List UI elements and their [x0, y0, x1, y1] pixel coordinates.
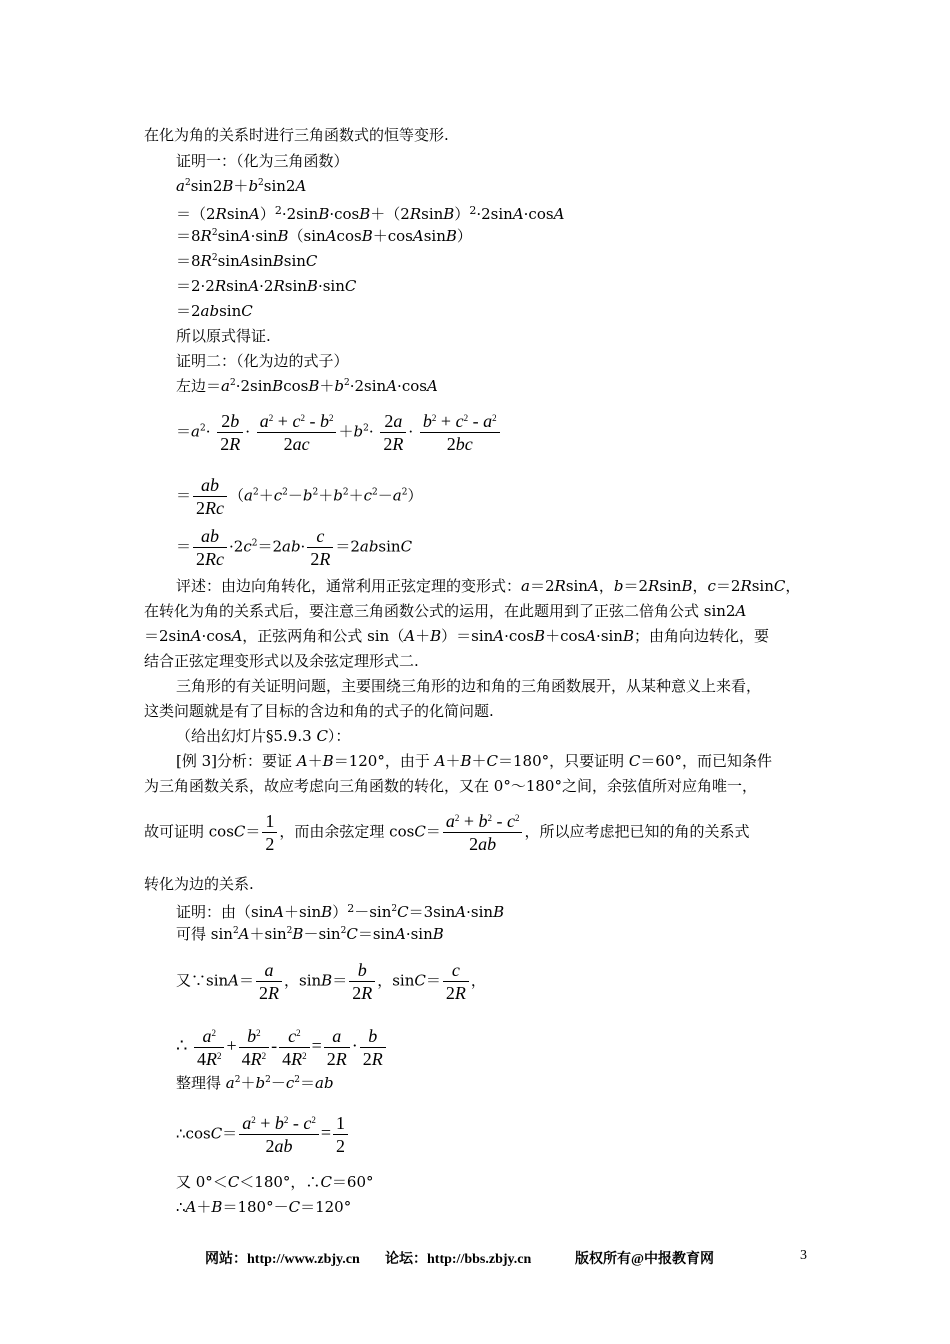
footer-copyright: 版权所有@中报教育网: [575, 1252, 715, 1267]
text-line: 三角形的有关证明问题，主要围绕三角形的边和角的三角函数展开，从某种意义上来看，: [176, 677, 762, 695]
text-line: 在转化为角的关系式后，要注意三角函数公式的运用，在此题用到了正弦二倍角公式 sin2A: [144, 602, 747, 620]
math-line: $=(2RsinA)^2\cdot 2\sin B\cdot\cos B+(2RsinB)^2\cdot 2\sin A\cdot\cos A$: [176, 204, 565, 223]
footer-forum: 论坛：http://bbs.zbjy.cn: [385, 1252, 532, 1267]
math-line: 又 0°＜C＜180°，∴C＝60°: [176, 1173, 374, 1191]
math-line: ＝2·2RsinA·2RsinB·sinC: [176, 277, 357, 295]
page-number: 3: [800, 1248, 807, 1263]
math-line: ＝ $\frac{ab}{2Rc}$ $(a^2+c^2-b^2+b^2+c^2-a^2)$: [176, 475, 423, 518]
text-line: 证明二：（化为边的式子）: [176, 352, 349, 370]
math-line: ∴ $\frac{a^2}{4R^2}$ + $\frac{b^2}{4R^2}$ - $\frac{c^2}{4R^2}$ = $\frac{a}{2R}$ · $\frac{b}{2R}$: [176, 1025, 388, 1070]
math-line: 左边$=a^2\cdot 2sinBcosB+b^2\cdot 2\sin A\cdot\cos A$: [176, 377, 438, 395]
math-line: ＝2absinC: [176, 302, 253, 320]
math-line: $=a^2\cdot$ $\frac{2b}{2R}$ · $\frac{a^2 + c^2 - b^2}{2ac}$ $+b^2\cdot$ $\frac{2a}{2R}$ · $\frac{b^2 + c^2 - a^2}{2bc}$: [176, 410, 502, 455]
math-line: $=8R^2\sin A\cdot\sin B(sinAcosB+cosAsinB)$: [176, 227, 472, 245]
text-line: 评述：由边向角转化，通常利用正弦定理的变形式：a＝2RsinA，b＝2RsinB，c＝2RsinC，: [176, 577, 801, 595]
text-line: 结合正弦定理变形式以及余弦定理形式二.: [144, 652, 419, 670]
text-line: ＝2sinA·cosA，正弦两角和公式 sin（A＋B）＝sinA·cosB＋cosA·sinB；由角向边转化，要: [144, 627, 770, 645]
text-line: 这类问题就是有了目标的含边和角的式子的化简问题.: [144, 702, 494, 720]
text-line: 在化为角的关系时进行三角函数式的恒等变形.: [144, 126, 449, 144]
text-line: 转化为边的关系.: [144, 875, 254, 893]
math-line: ∴cosC＝ $\frac{a^2 + b^2 - c^2}{2ab}$ = $\frac{1}{2}$: [176, 1112, 350, 1157]
math-line: 又∵sinA＝ $\frac{a}{2R}$ ，sinB＝ $\frac{b}{2R}$ ，sinC＝ $\frac{c}{2R}$ ，: [176, 960, 486, 1003]
text-line: [例 3]分析：要证 A＋B＝120°，由于 A＋B＋C＝180°，只要证明 C＝60°，而已知条件: [176, 752, 772, 770]
text-line: 所以原式得证.: [176, 327, 271, 345]
text-line: 为三角函数关系，故应考虑向三角函数的转化，又在 0°～180°之间，余弦值所对应角唯一，: [144, 777, 757, 795]
text-line: （给出幻灯片§5.9.3 C）：: [176, 727, 351, 745]
text-line: 证明一：（化为三角函数）: [176, 152, 349, 170]
math-line: 证明：由$(\sin A+\sin B)^2-\sin^2C=3\sin A\cdot\sin B$: [176, 902, 505, 921]
footer-website: 网站：http://www.zbjy.cn: [205, 1252, 360, 1267]
math-line: ＝ $\frac{ab}{2Rc}$ $\cdot 2c^2=2ab\cdot$ $\frac{c}{2R}$ ＝2absinC: [176, 526, 413, 569]
math-line: $a^2\sin 2B+b^2\sin 2A$: [176, 177, 307, 195]
math-line: 可得 $\sin^2A+\sin^2B-\sin^2C=\sin A\cdot\sin B$: [176, 925, 444, 943]
math-line: $=8R^2sinAsinBsinC$: [176, 252, 318, 270]
math-line: 整理得 $a^2+b^2-c^2=ab$: [176, 1074, 334, 1092]
math-line: 故可证明 cosC＝ $\frac{1}{2}$ ，而由余弦定理 cosC＝ $\frac{a^2 + b^2 - c^2}{2ab}$ ，所以应考虑把已知的角的关系式: [144, 811, 750, 854]
math-line: ∴A＋B＝180°－C＝120°: [176, 1198, 352, 1216]
